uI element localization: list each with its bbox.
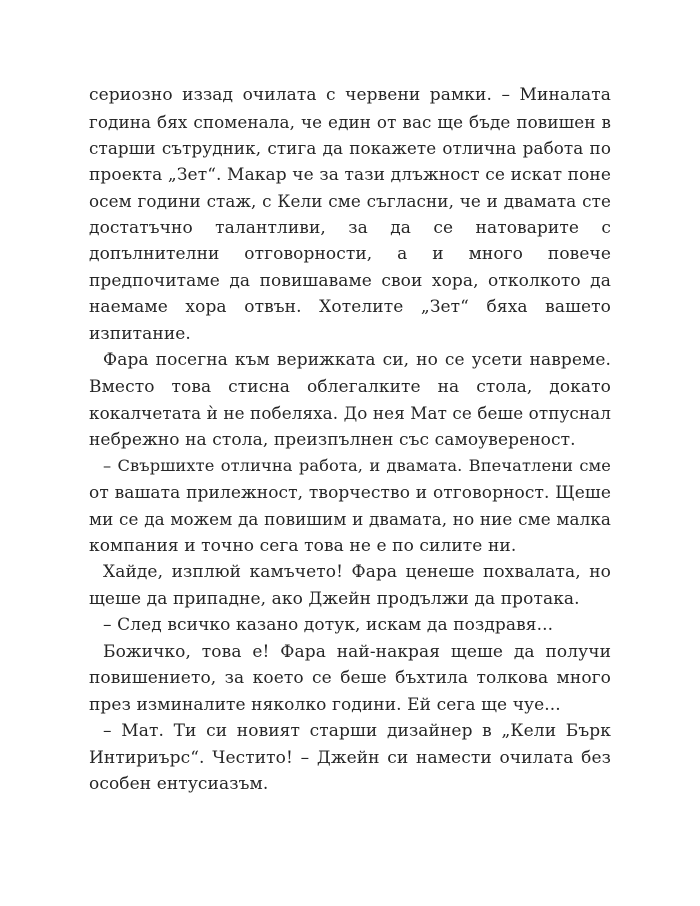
paragraph (89, 347, 611, 453)
text-line: изпитание. (89, 323, 191, 344)
text-line: повишението, за което се беше бъхтила толкова много (89, 668, 611, 688)
text-line: сериозно иззад очилата с червени рамки. – Миналата (89, 85, 611, 105)
text-line: през изминалите няколко години. Ей сега ще чуе... (89, 694, 561, 715)
text-line: предпочитаме да повишаваме свои хора, отколкото да (89, 270, 611, 291)
paragraph (89, 718, 611, 798)
paragraph (89, 559, 611, 612)
text-line: небрежно на стола, преизпълнен със самоувереност. (89, 429, 576, 450)
text-line: проекта „Зет“. Макар че за тази длъжност се искат поне (89, 164, 611, 185)
text-line: Хайде, изплюй камъчето! Фара ценеше похвалата, но (103, 562, 611, 582)
text-line: кокалчетата ѝ не побеляха. До нея Мат се беше отпуснал (89, 403, 611, 423)
book-page (89, 82, 611, 798)
paragraph (89, 639, 611, 719)
text-line: – Мат. Ти си новият старши дизайнер в „Кели Бърк (103, 721, 611, 741)
text-line: Интириърс“. Честито! – Джейн си намести очилата без (89, 747, 611, 768)
text-line: Фара посегна към верижката си, но се усети навреме. (103, 350, 611, 370)
text-line: – След всичко казано дотук, искам да поздравя... (103, 615, 554, 635)
text-line: осем години стаж, с Кели сме съгласни, че и двамата сте (89, 191, 611, 211)
paragraph (89, 82, 611, 347)
text-line: компания и точно сега това не е по силите ни. (89, 535, 517, 556)
text-line: наемаме хора отвън. Хотелите „Зет“ бяха вашето (89, 297, 611, 317)
text-line: – Свършихте отлична работа, и двамата. Впечатлени сме (103, 456, 611, 475)
paragraph (89, 453, 611, 559)
text-line: достатъчно талантливи, за да се натоварите с (89, 217, 611, 238)
text-line: допълнителни отговорности, а и много повече (89, 244, 611, 264)
text-line: от вашата прилежност, творчество и отговорност. Щеше (89, 482, 611, 503)
text-line: старши сътрудник, стига да покажете отлична работа по (89, 138, 611, 158)
text-line: година бях споменала, че един от вас ще бъде повишен в (89, 111, 611, 132)
paragraph (89, 612, 611, 639)
text-line: особен ентусиазъм. (89, 774, 269, 794)
text-line: щеше да припадне, ако Джейн продължи да протака. (89, 588, 580, 609)
text-line: ми се да можем да повишим и двамата, но ние сме малка (89, 509, 611, 529)
text-line: Вместо това стисна облегалките на стола, докато (89, 376, 611, 397)
text-line: Божичко, това е! Фара най-накрая щеше да получи (103, 641, 611, 662)
